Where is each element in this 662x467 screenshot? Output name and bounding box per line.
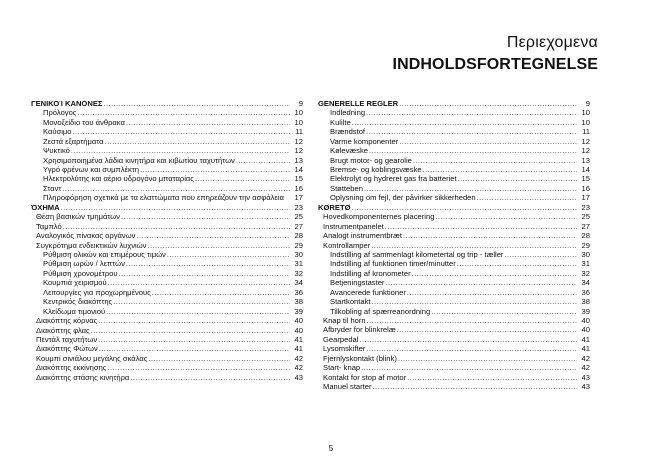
- toc-entry-title: Χρησιμοποιημένα λάδια κινητήρα και κιβωτίου ταχυτήτων: [43, 155, 235, 165]
- toc-entry-page: 32: [294, 268, 303, 278]
- toc-entry-page: 41: [581, 344, 590, 354]
- dot-leader: [108, 278, 290, 287]
- dot-leader: [504, 250, 577, 259]
- toc-entry-page: 38: [294, 297, 303, 307]
- toc-entry: [318, 231, 590, 240]
- toc-entry: [318, 250, 590, 259]
- toc-entry-title: Μονοξείδιο του άνθρακα: [43, 117, 125, 127]
- toc-entry: [318, 184, 590, 193]
- toc-entry-page: 28: [294, 231, 303, 241]
- toc-entry-title: Καύσιμο: [43, 127, 72, 137]
- toc-entry-page: 17: [294, 193, 303, 203]
- toc-entry: [318, 127, 590, 136]
- toc-entry-page: 29: [581, 240, 590, 250]
- dot-leader: [71, 146, 290, 155]
- toc-entry: [318, 118, 590, 127]
- toc-section-heading: [318, 203, 590, 212]
- toc-entry-title: Brændstof: [330, 127, 366, 137]
- toc-entry: [31, 335, 303, 344]
- toc-entry-title: Κεντρικός διακόπτης: [43, 297, 113, 307]
- toc-entry-page: 39: [581, 306, 590, 316]
- dot-leader: [130, 373, 290, 382]
- toc-entry-title: Hovedkomponenternes placering: [323, 212, 435, 222]
- dot-leader: [106, 307, 290, 316]
- toc-entry-page: 40: [294, 325, 303, 335]
- toc-entry-title: Manuel starter: [323, 382, 372, 392]
- dot-leader: [361, 363, 577, 372]
- toc-entry-page: 10: [294, 117, 303, 127]
- toc-entry-page: 43: [581, 382, 590, 392]
- toc-entry-title: Συγκρότημα ενδεικτικών λυχνιών: [36, 240, 147, 250]
- toc-entry-page: 32: [581, 268, 590, 278]
- toc-entry-title: Afbryder for blinkrelæ: [323, 325, 396, 335]
- toc-entry: [31, 212, 303, 221]
- toc-entry: [318, 373, 590, 382]
- dot-leader: [167, 250, 290, 259]
- toc-entry: [31, 137, 303, 146]
- toc-entry-page: 30: [294, 250, 303, 259]
- toc-entry-page: 36: [294, 287, 303, 297]
- toc-entry-page: 11: [582, 127, 590, 137]
- toc-entry: [318, 326, 590, 335]
- dot-leader: [236, 156, 290, 165]
- toc-entry-page: 36: [581, 287, 590, 297]
- toc-entry-title: Σταντ: [43, 183, 62, 193]
- toc-entry-title: ΌΧΗΜΑ: [31, 202, 60, 212]
- toc-entry-page: 38: [581, 297, 590, 307]
- toc-entry-page: 31: [294, 259, 303, 269]
- page-title-greek: Περιεχομενα: [506, 34, 598, 51]
- toc-entry: [318, 259, 590, 268]
- toc-entry: [318, 146, 590, 155]
- toc-entry-title: Αναλογικός πίνακας οργάνων: [36, 231, 136, 241]
- dot-leader: [435, 212, 577, 221]
- toc-entry-title: Elektrolyt og hydreret gas fra batteriet: [330, 174, 457, 184]
- toc-entry: [31, 354, 303, 363]
- toc-section-heading: [31, 99, 303, 108]
- toc-entry-page: 9: [298, 99, 303, 108]
- toc-entry-title: Ψυκτικό: [43, 146, 70, 156]
- toc-entry-title: Διακόπτης εκκίνησης: [36, 363, 107, 373]
- toc-entry-page: 27: [294, 221, 303, 231]
- toc-entry: [318, 175, 590, 184]
- toc-entry: [31, 108, 303, 117]
- toc-entry-page: 43: [581, 372, 590, 382]
- toc-entry-title: Λειτουργίες για προχωρημένους: [43, 287, 151, 297]
- toc-entry-page: 28: [581, 231, 590, 241]
- dot-leader: [407, 373, 577, 382]
- toc-entry: [318, 108, 590, 117]
- toc-entry-title: Κλείδωμα τιμονιού: [43, 306, 106, 316]
- toc-entry: [31, 222, 303, 231]
- toc-section-heading: [318, 99, 590, 108]
- toc-entry: [31, 297, 303, 306]
- toc-entry-title: Κουμπιά χειρισμού: [43, 278, 107, 288]
- toc-entry-title: Πεντάλ ταχυτήτων: [36, 334, 98, 344]
- toc-danish-column: [318, 99, 590, 392]
- toc-entry-title: ΓΕΝΙΚΟΊ ΚΑΝΟΝΕΣ: [31, 99, 103, 108]
- toc-entry-page: 14: [294, 165, 303, 175]
- toc-entry: [318, 156, 590, 165]
- dot-leader: [364, 184, 577, 193]
- toc-entry: [31, 165, 303, 174]
- dot-leader: [397, 326, 577, 335]
- dot-leader: [121, 212, 290, 221]
- dot-leader: [126, 259, 290, 268]
- toc-entry-page: 41: [581, 334, 590, 344]
- toc-entry: [31, 326, 303, 335]
- toc-entry-title: Brugt motor- og gearolie: [330, 155, 412, 165]
- toc-entry: [318, 344, 590, 353]
- toc-entry-title: Indstilling af sammenlagt kilometertal og trip - tæller: [330, 250, 504, 259]
- toc-entry: [318, 288, 590, 297]
- toc-entry-page: 12: [581, 136, 590, 146]
- toc-entry-page: 25: [294, 212, 303, 222]
- toc-entry-title: Ζεστά εξαρτήματα: [43, 136, 104, 146]
- dot-leader: [352, 203, 578, 212]
- toc-entry-title: Διακόπτης κόρνας: [36, 316, 98, 326]
- toc-entry-title: Start- knap: [323, 363, 361, 373]
- dot-leader: [63, 222, 290, 231]
- toc-entry-title: Knap til horn: [323, 316, 366, 326]
- dot-leader: [413, 156, 577, 165]
- toc-entry-page: 25: [581, 212, 590, 222]
- toc-entry-title: Πληροφόρηση σχετικά με τα ελαττώματα που επηρεάζουν την ασφάλεια: [43, 193, 284, 203]
- toc-entry: [318, 212, 590, 221]
- toc-greek-column: [31, 99, 303, 382]
- toc-entry-title: Kølevæske: [330, 146, 368, 156]
- dot-leader: [152, 288, 290, 297]
- dot-leader: [62, 184, 290, 193]
- toc-entry-page: 12: [294, 136, 303, 146]
- toc-entry-title: Διακόπτης φλας: [36, 325, 90, 335]
- toc-entry-title: Πρόλογος: [43, 108, 77, 118]
- toc-entry-title: Avancerede funktioner: [330, 287, 406, 297]
- toc-entry: [318, 382, 590, 391]
- toc-entry-title: Indledning: [330, 108, 366, 118]
- dot-leader: [398, 354, 577, 363]
- toc-entry-page: 13: [581, 155, 590, 165]
- toc-entry-page: 40: [581, 316, 590, 326]
- toc-entry-title: Kontakt for stop af motor: [323, 372, 407, 382]
- toc-entry-page: 41: [294, 344, 303, 354]
- toc-entry: [31, 269, 303, 278]
- dot-leader: [372, 297, 577, 306]
- toc-entry: [31, 373, 303, 382]
- toc-entry-title: Kontrollamper: [323, 240, 371, 250]
- toc-entry-page: 11: [295, 127, 303, 137]
- toc-entry-page: 10: [294, 108, 303, 118]
- toc-entry-title: Ηλεκτρολύτης και αέριο υδρογόνο μπαταρίας: [43, 174, 194, 184]
- toc-entry: [318, 354, 590, 363]
- dot-leader: [136, 231, 290, 240]
- dot-leader: [147, 241, 290, 250]
- toc-entry: [31, 175, 303, 184]
- toc-entry: [318, 307, 590, 316]
- toc-entry: [318, 241, 590, 250]
- toc-entry-page: 40: [294, 316, 303, 326]
- dot-leader: [366, 344, 577, 353]
- toc-entry-title: Startkontakt: [330, 297, 371, 307]
- toc-entry-title: Υγρό φρένων και συμπλέκτη: [43, 165, 139, 175]
- toc-entry-title: Ρύθμιση ολικών και επιμέρους τιμών: [43, 250, 166, 259]
- toc-entry-page: 14: [581, 165, 590, 175]
- dot-leader: [399, 99, 577, 108]
- toc-entry-title: Lysomskifter: [323, 344, 366, 354]
- toc-entry: [31, 363, 303, 372]
- dot-leader: [412, 269, 577, 278]
- toc-entry-page: 42: [581, 353, 590, 363]
- toc-entry-title: Ταμπλό: [36, 221, 62, 231]
- toc-entry-title: Varme komponenter: [330, 136, 399, 146]
- dot-leader: [113, 297, 290, 306]
- toc-entry-page: 43: [294, 372, 303, 382]
- dot-leader: [367, 316, 577, 325]
- page-number: 5: [328, 444, 334, 453]
- toc-entry-title: Ρύθμιση χρονομέτρου: [43, 268, 118, 278]
- dot-leader: [61, 203, 290, 212]
- toc-entry-page: 23: [581, 202, 590, 212]
- toc-entry-page: 29: [294, 240, 303, 250]
- dot-leader: [366, 108, 577, 117]
- toc-entry-page: 15: [581, 174, 590, 184]
- toc-entry: [318, 278, 590, 287]
- toc-entry-title: KØRETØ: [318, 202, 351, 212]
- toc-entry: [31, 193, 303, 202]
- toc-entry: [31, 241, 303, 250]
- toc-entry-page: 42: [294, 363, 303, 373]
- toc-entry-page: 42: [581, 363, 590, 373]
- dot-leader: [99, 344, 290, 353]
- toc-entry-title: GENERELLE REGLER: [318, 99, 399, 108]
- dot-leader: [126, 118, 290, 127]
- dot-leader: [403, 231, 577, 240]
- toc-entry-page: 15: [294, 174, 303, 184]
- dot-leader: [477, 193, 577, 202]
- toc-entry: [31, 146, 303, 155]
- toc-entry-page: 42: [294, 353, 303, 363]
- dot-leader: [107, 363, 290, 372]
- toc-entry-page: 9: [585, 99, 590, 108]
- toc-entry: [31, 316, 303, 325]
- toc-entry: [318, 297, 590, 306]
- toc-entry: [31, 127, 303, 136]
- toc-entry-page: 31: [581, 259, 590, 269]
- toc-entry-title: Støtteben: [330, 183, 363, 193]
- toc-entry: [31, 344, 303, 353]
- toc-entry-page: 30: [581, 250, 590, 259]
- toc-entry-page: 39: [294, 306, 303, 316]
- dot-leader: [195, 175, 290, 184]
- dot-leader: [366, 127, 577, 136]
- toc-entry-title: Διακόπτης Φώτων: [36, 344, 98, 354]
- toc-entry: [31, 184, 303, 193]
- dot-leader: [119, 269, 290, 278]
- dot-leader: [369, 146, 577, 155]
- toc-entry-title: Tilkobling af spærreanordning: [330, 306, 431, 316]
- dot-leader: [359, 335, 577, 344]
- dot-leader: [140, 165, 290, 174]
- toc-entry: [31, 288, 303, 297]
- toc-entry: [318, 222, 590, 231]
- toc-entry-page: 16: [581, 183, 590, 193]
- toc-entry-title: Betjeningstaster: [330, 278, 385, 288]
- toc-entry-title: Fjernlyskontakt (blink): [323, 353, 397, 363]
- toc-section-heading: [31, 203, 303, 212]
- toc-entry-title: Ρύθμιση ωρών / λεπτών: [43, 259, 125, 269]
- toc-entry-page: 40: [581, 325, 590, 335]
- dot-leader: [431, 307, 577, 316]
- toc-entry-page: 34: [294, 278, 303, 288]
- toc-entry: [318, 335, 590, 344]
- dot-leader: [423, 165, 577, 174]
- toc-entry-page: 10: [581, 117, 590, 127]
- dot-leader: [98, 316, 290, 325]
- page-title-danish: INDHOLDSFORTEGNELSE: [392, 56, 598, 73]
- toc-entry: [318, 363, 590, 372]
- dot-leader: [73, 127, 291, 136]
- toc-entry-title: Instrumentpanelet: [323, 221, 384, 231]
- dot-leader: [385, 278, 577, 287]
- toc-entry-page: 34: [581, 278, 590, 288]
- toc-entry-page: 10: [581, 108, 590, 118]
- dot-leader: [98, 335, 290, 344]
- toc-entry: [31, 231, 303, 240]
- toc-entry: [31, 250, 303, 259]
- dot-leader: [352, 118, 577, 127]
- toc-entry-title: Κουμπί σινιάλου μεγάλης σκάλας: [36, 353, 148, 363]
- toc-entry-title: Gearpedal: [323, 334, 359, 344]
- dot-leader: [77, 108, 290, 117]
- toc-entry-page: 16: [294, 183, 303, 193]
- dot-leader: [385, 222, 577, 231]
- toc-entry-page: 27: [581, 221, 590, 231]
- toc-entry-title: Oplysning om fejl, der påvirker sikkerheden: [330, 193, 476, 203]
- toc-entry-title: Θέση βασικών τμημάτων: [36, 212, 120, 222]
- toc-entry-page: 17: [581, 193, 590, 203]
- toc-entry: [318, 165, 590, 174]
- toc-entry-title: Analogt instrumentbræt: [323, 231, 402, 241]
- toc-entry: [31, 307, 303, 316]
- dot-leader: [148, 354, 290, 363]
- toc-entry: [318, 193, 590, 202]
- dot-leader: [407, 288, 577, 297]
- dot-leader: [373, 382, 577, 391]
- toc-entry-title: Bremse- og koblingsvæske: [330, 165, 422, 175]
- dot-leader: [103, 99, 290, 108]
- toc-entry: [318, 137, 590, 146]
- dot-leader: [399, 137, 577, 146]
- toc-entry-title: Indstilling af kronometer: [330, 268, 411, 278]
- dot-leader: [457, 259, 577, 268]
- toc-entry: [31, 278, 303, 287]
- toc-entry-page: 13: [294, 155, 303, 165]
- toc-entry: [318, 316, 590, 325]
- toc-entry: [31, 156, 303, 165]
- dot-leader: [458, 175, 577, 184]
- dot-leader: [91, 326, 290, 335]
- toc-entry-page: 12: [294, 146, 303, 156]
- toc-entry-title: Kulilte: [330, 117, 351, 127]
- toc-entry-page: 41: [294, 334, 303, 344]
- toc-entry-page: 12: [581, 146, 590, 156]
- toc-entry-page: 23: [294, 202, 303, 212]
- toc-entry-title: Διακόπτης στάσης κινητήρα: [36, 372, 130, 382]
- toc-entry: [31, 259, 303, 268]
- toc-entry: [31, 118, 303, 127]
- dot-leader: [105, 137, 290, 146]
- toc-entry: [318, 269, 590, 278]
- toc-entry-title: Indstilling af funktionen timer/minutter: [330, 259, 456, 269]
- dot-leader: [371, 241, 577, 250]
